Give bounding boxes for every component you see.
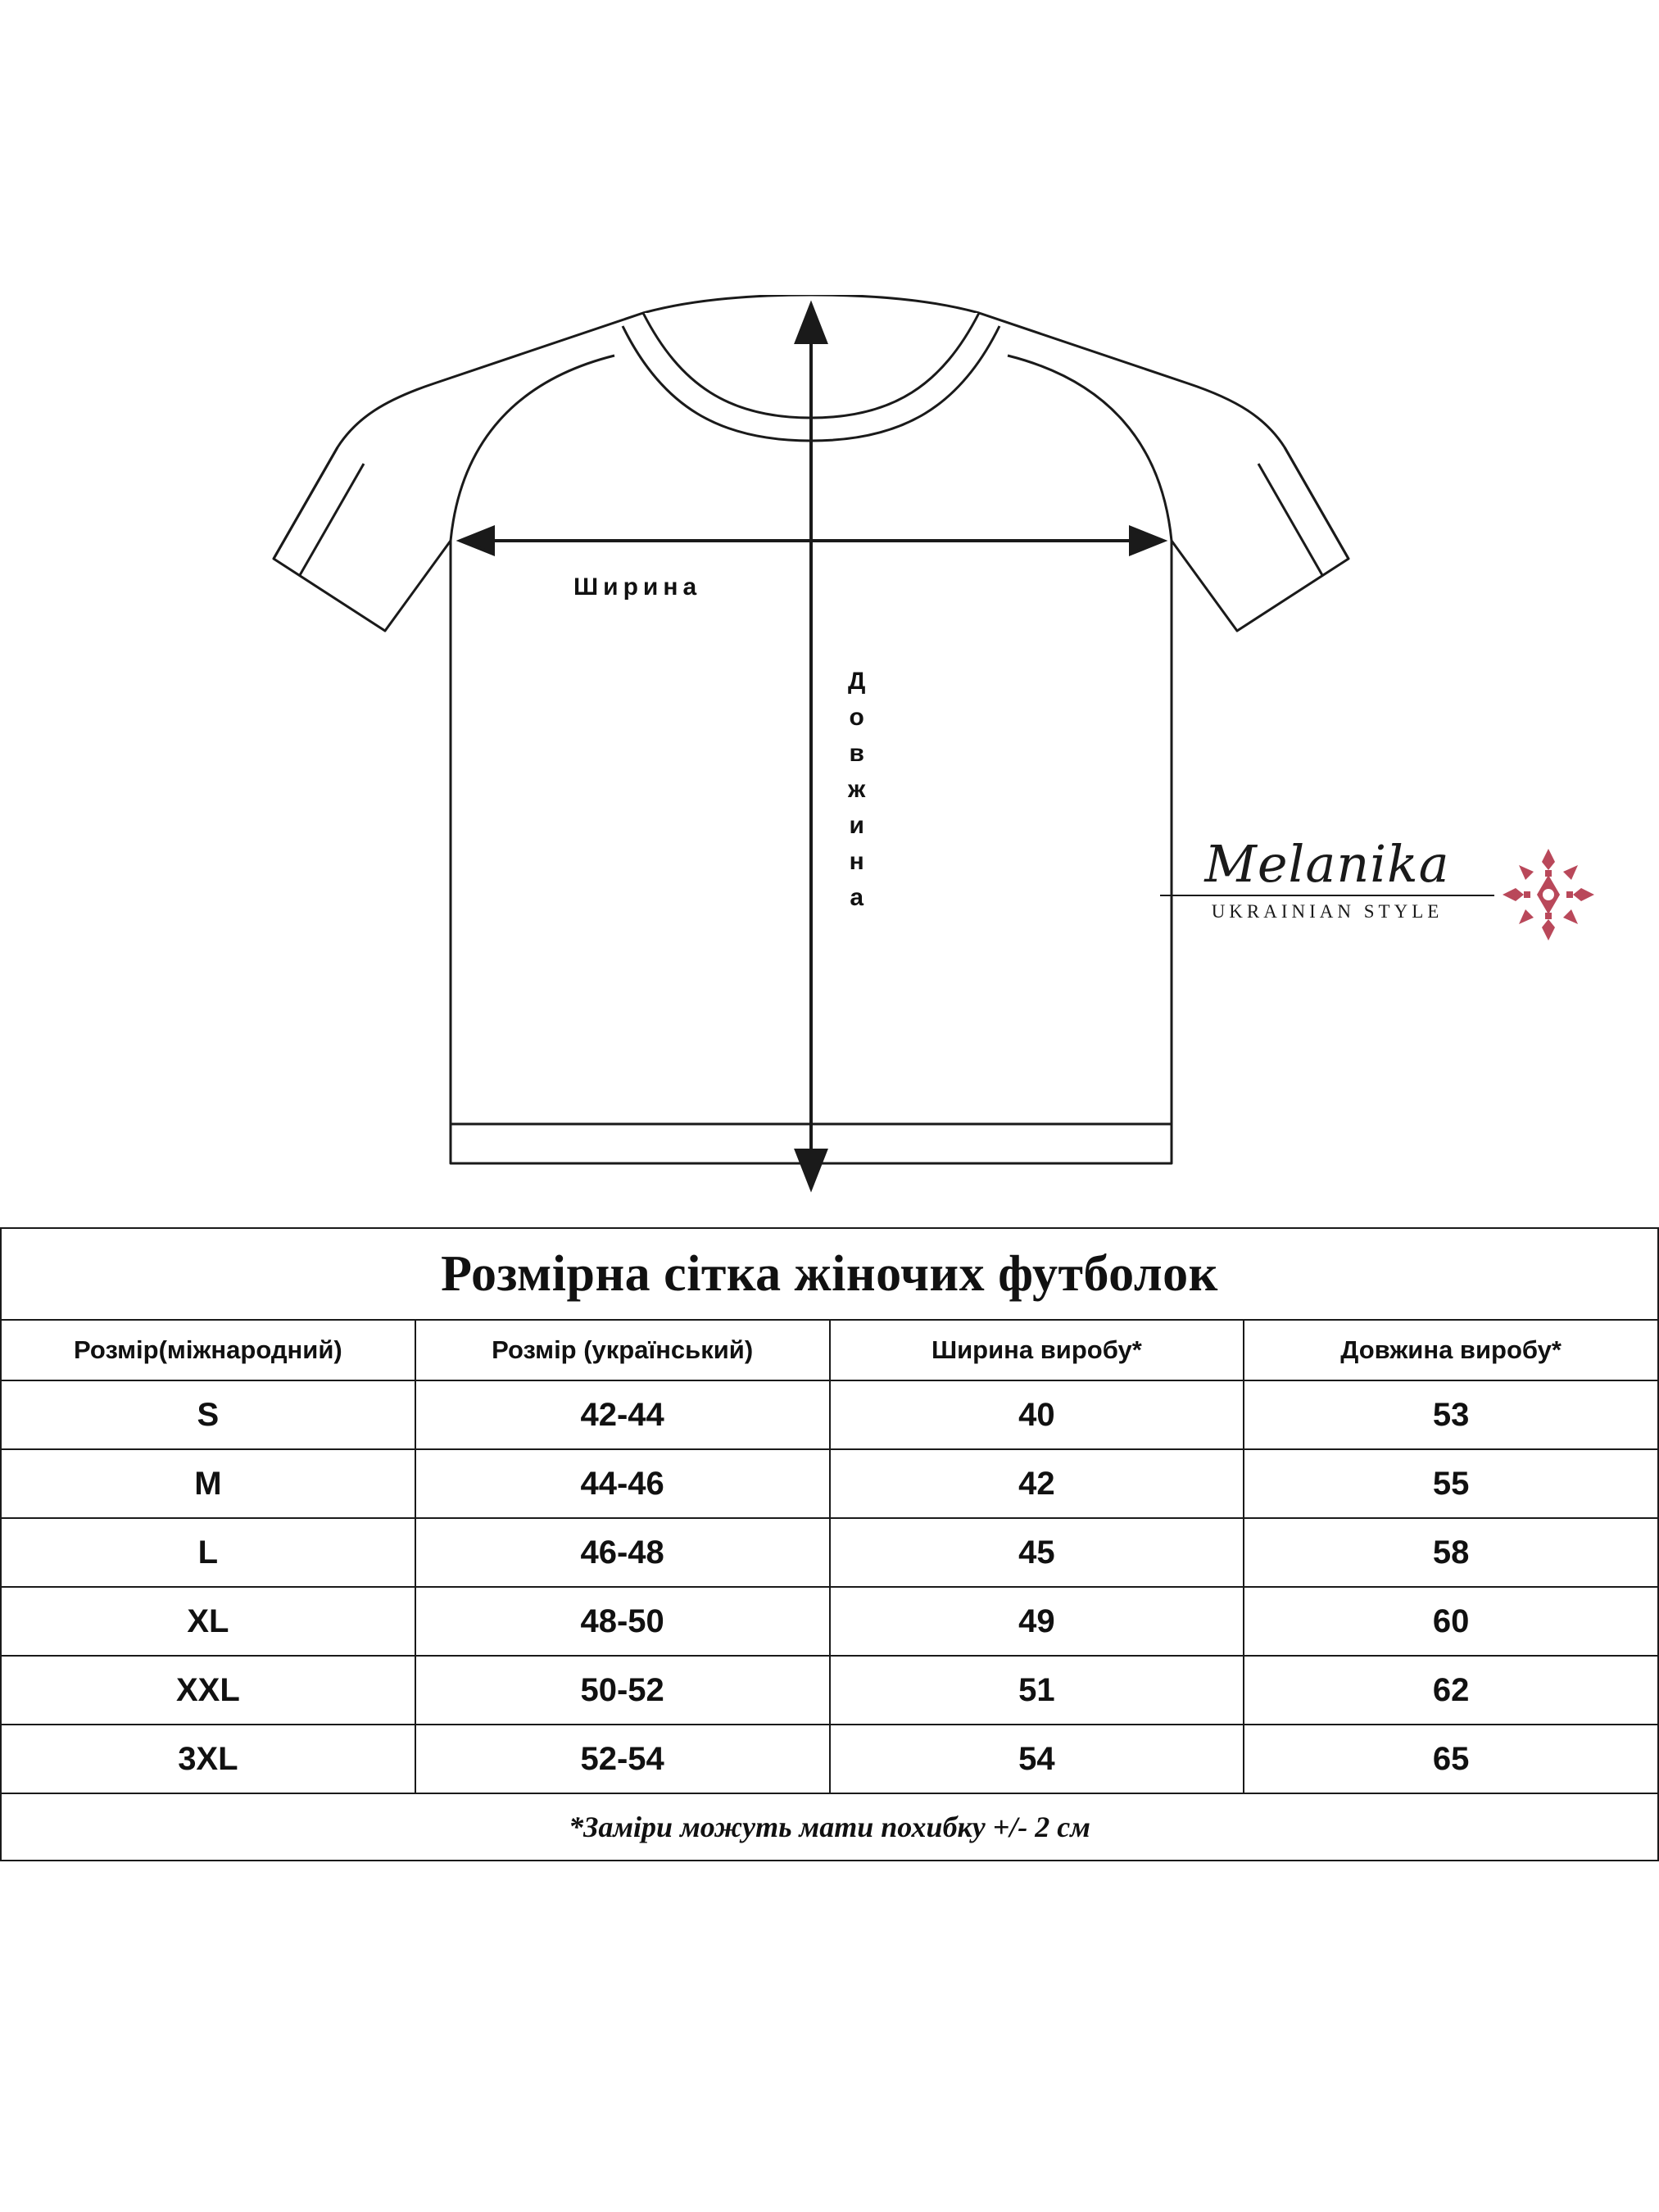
tshirt-outline-icon — [270, 295, 1352, 1229]
cell-size-intl: M — [1, 1449, 415, 1518]
cell-size-intl: 3XL — [1, 1725, 415, 1793]
size-chart — [0, 1227, 1659, 1861]
cell-size-intl: L — [1, 1518, 415, 1587]
table-row — [1, 1380, 1658, 1449]
cell-length: 53 — [1244, 1380, 1658, 1449]
cell-size-ua: 50-52 — [415, 1656, 830, 1725]
table-row — [1, 1725, 1658, 1793]
cell-length: 58 — [1244, 1518, 1658, 1587]
cell-length: 60 — [1244, 1587, 1658, 1656]
length-measure-label — [848, 664, 865, 916]
column-header-size-intl: Розмір(міжнародний) — [1, 1320, 415, 1380]
cell-width: 54 — [830, 1725, 1244, 1793]
table-row — [1, 1656, 1658, 1725]
cell-width: 51 — [830, 1656, 1244, 1725]
length-char: а — [850, 884, 864, 911]
length-char: о — [849, 704, 864, 731]
cell-size-ua: 42-44 — [415, 1380, 830, 1449]
cell-size-intl: XXL — [1, 1656, 415, 1725]
page-title: Розмірна сітка жіночих футболок — [1, 1228, 1658, 1320]
brand-divider — [1160, 895, 1494, 896]
table-title-row — [1, 1228, 1658, 1320]
length-char: и — [849, 812, 864, 839]
column-header-length: Довжина виробу* — [1244, 1320, 1658, 1380]
length-char: н — [849, 848, 864, 875]
table-row — [1, 1587, 1658, 1656]
width-measure-label: Ширина — [573, 573, 702, 601]
cell-size-intl: S — [1, 1380, 415, 1449]
column-header-width: Ширина виробу* — [830, 1320, 1244, 1380]
brand-tagline: UKRAINIAN STYLE — [1211, 901, 1444, 922]
cell-size-intl: XL — [1, 1587, 415, 1656]
brand-logo — [1155, 836, 1598, 959]
length-char: в — [849, 740, 864, 767]
table-row — [1, 1449, 1658, 1518]
length-char: Д — [848, 668, 866, 695]
cell-size-ua: 48-50 — [415, 1587, 830, 1656]
cell-width: 40 — [830, 1380, 1244, 1449]
cell-size-ua: 46-48 — [415, 1518, 830, 1587]
cell-width: 45 — [830, 1518, 1244, 1587]
table-footnote-row — [1, 1793, 1658, 1861]
cell-length: 62 — [1244, 1656, 1658, 1725]
cell-size-ua: 52-54 — [415, 1725, 830, 1793]
measurement-tolerance-note: *Заміри можуть мати похибку +/- 2 см — [1, 1793, 1658, 1861]
cell-width: 49 — [830, 1587, 1244, 1656]
brand-wordmark — [1155, 836, 1499, 922]
length-char: ж — [848, 776, 866, 803]
cell-length: 55 — [1244, 1449, 1658, 1518]
cell-size-ua: 44-46 — [415, 1449, 830, 1518]
cell-width: 42 — [830, 1449, 1244, 1518]
cell-length: 65 — [1244, 1725, 1658, 1793]
table-row — [1, 1518, 1658, 1587]
brand-name: Melanika — [1204, 834, 1450, 894]
size-table — [0, 1227, 1659, 1861]
ornament-star-icon — [1499, 845, 1598, 944]
column-header-size-ua: Розмір (український) — [415, 1320, 830, 1380]
table-header-row — [1, 1320, 1658, 1380]
